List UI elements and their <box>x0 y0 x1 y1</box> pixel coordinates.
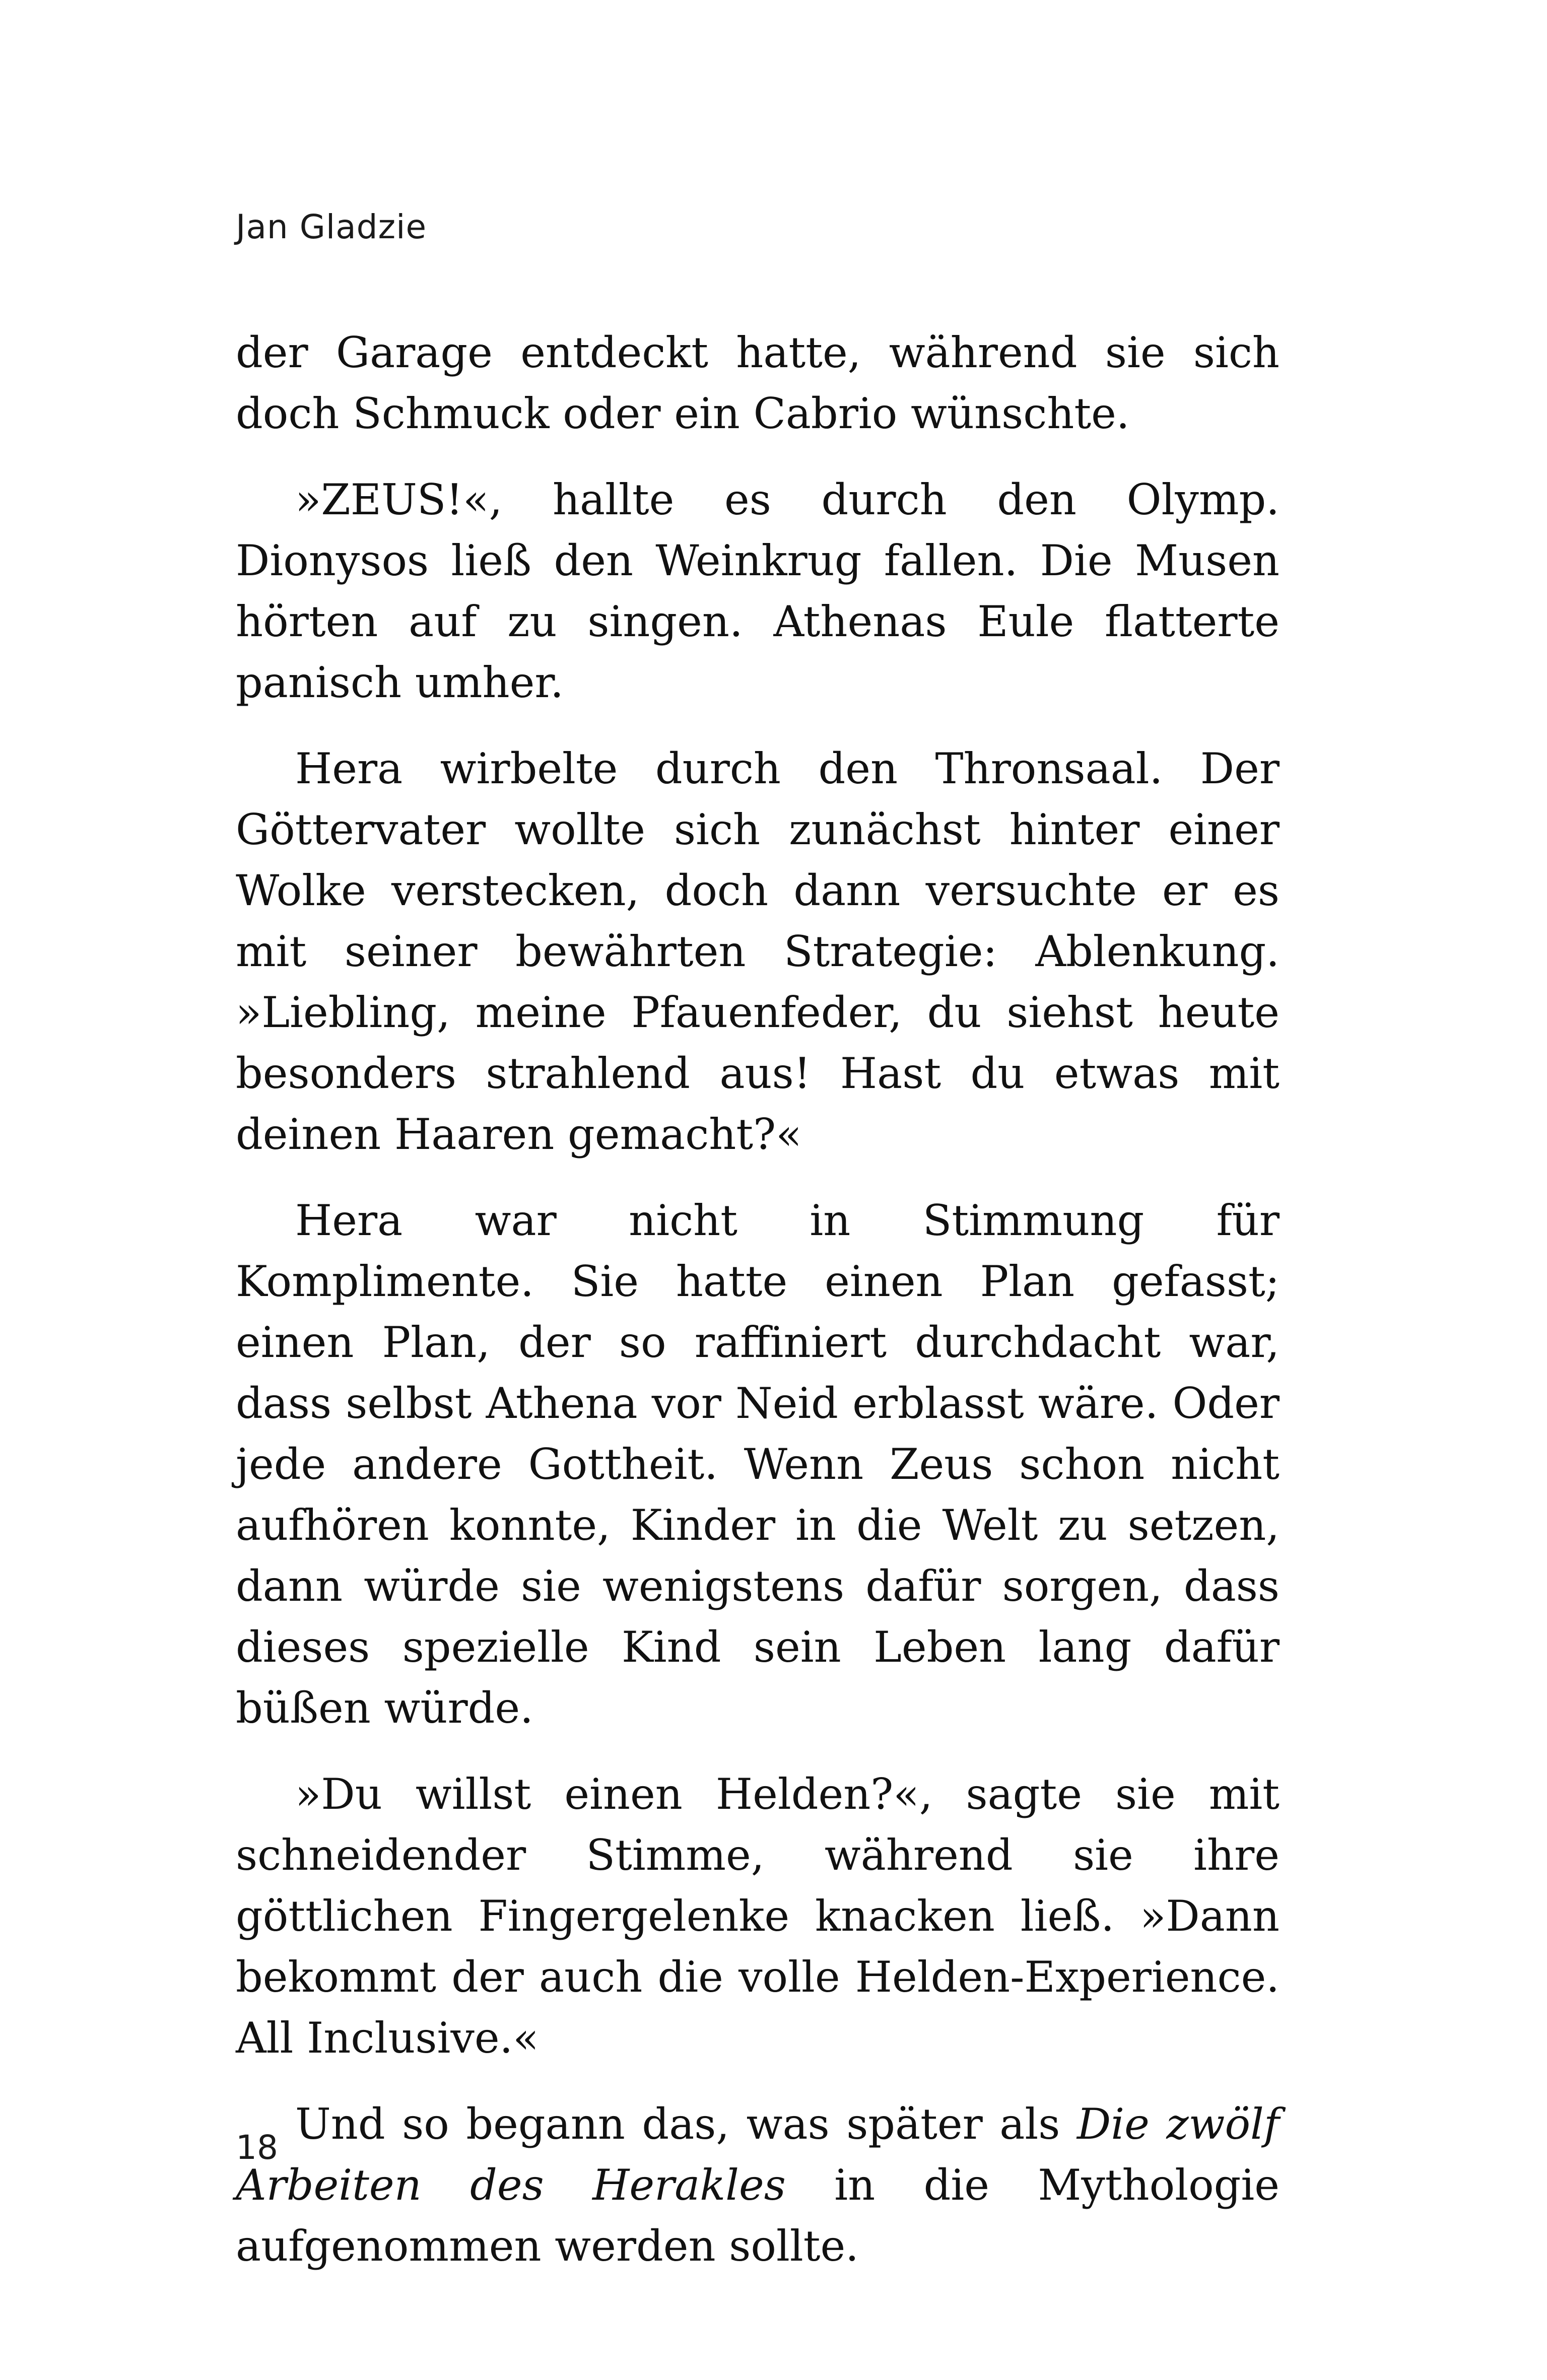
paragraph-1: der Garage entdeckt hatte, während sie sich doch Schmuck oder ein Cabrio wünschte. <box>236 328 1280 438</box>
paragraph-3: Hera wirbelte durch den Thronsaal. Der Göttervater wollte sich zunächst hinter einer Wolke verstecken, doch dann versuchte er es mit seiner bewährten Strategie: Ablenkung. »Liebling, meine Pfauenfeder, du siehst heute besonders strahlend aus! Hast du etwas mit deinen Haaren gemacht?« <box>236 744 1280 1159</box>
book-title-italic: Die zwölf Arbeiten des Herakles <box>236 2099 1280 2210</box>
page-number: 18 <box>236 2128 278 2167</box>
body-text <box>236 322 1280 2277</box>
paragraph-6 <box>236 2094 1280 2277</box>
paragraph-6-start: Und so begann das, was später als <box>295 2099 1077 2149</box>
running-header-author: Jan Gladzie <box>236 208 427 246</box>
paragraph-2: »ZEUS!«, hallte es durch den Olymp. Dionysos ließ den Weinkrug fallen. Die Musen hörten auf zu singen. Athenas Eule flatterte panisch umher. <box>236 475 1280 707</box>
paragraph-4: Hera war nicht in Stimmung für Komplimente. Sie hatte einen Plan gefasst; einen Plan, der so raffiniert durchdacht war, dass selbst Athena vor Neid erblasst wäre. Oder jede andere Gottheit. Wenn Zeus schon nicht aufhören konnte, Kinder in die Welt zu setzen, dann würde sie wenigstens dafür sorgen, dass dieses spezielle Kind sein Leben lang dafür büßen würde. <box>236 1196 1280 1733</box>
paragraph-6-end: in die Mythologie aufgenommen werden sollte. <box>236 2160 1280 2271</box>
paragraph-5: »Du willst einen Helden?«, sagte sie mit schneidender Stimme, während sie ihre göttlichen Fingergelenke knacken ließ. »Dann bekommt der auch die volle Helden-Experience. All Inclusive.« <box>236 1770 1280 2063</box>
